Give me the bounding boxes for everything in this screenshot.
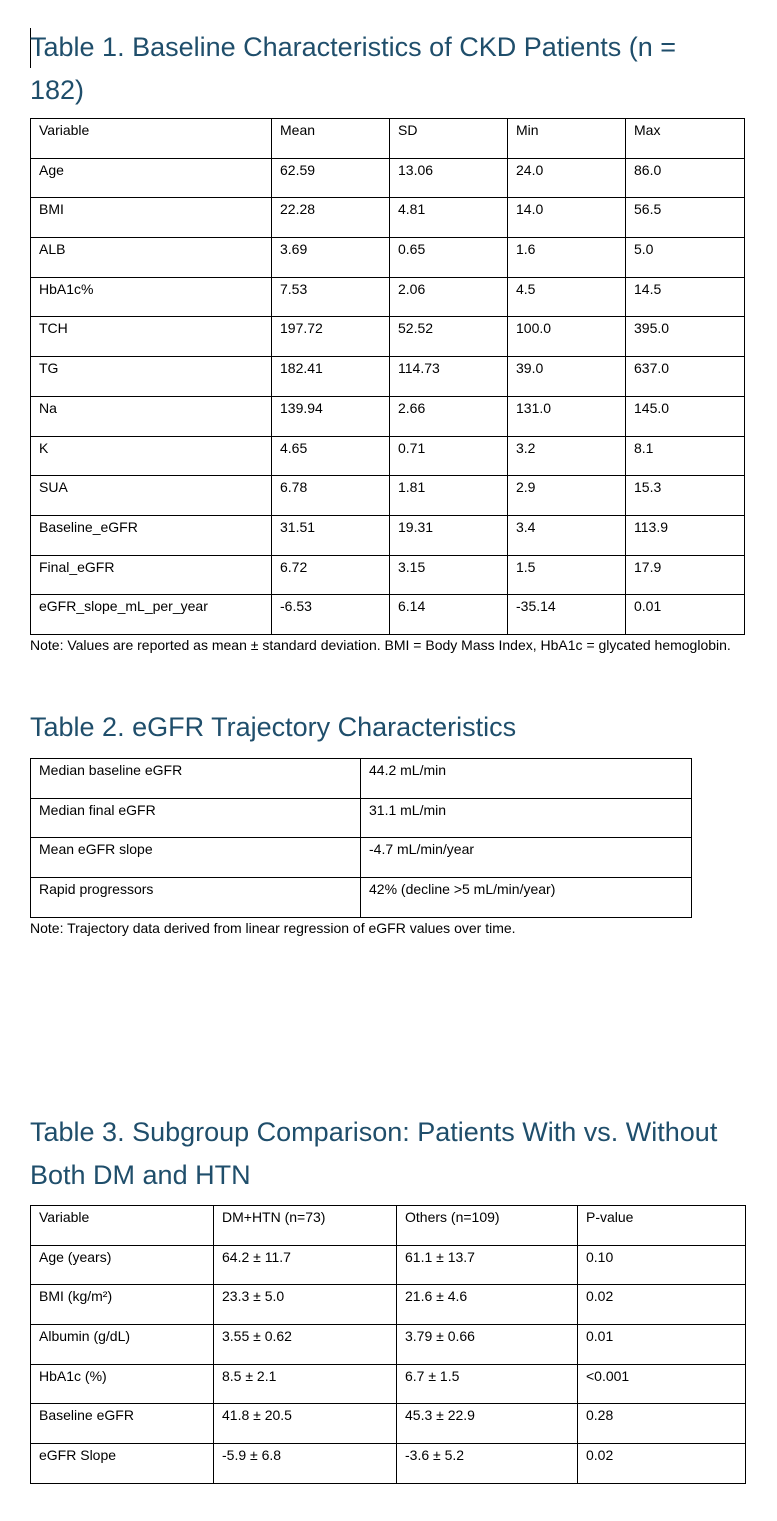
table-cell: 6.14	[390, 595, 508, 635]
table-cell: 395.0	[626, 317, 745, 357]
table-header-row	[31, 119, 745, 159]
table-row	[31, 277, 745, 317]
table2-egfr-trajectory	[30, 758, 692, 918]
table-cell: Mean	[272, 119, 390, 159]
table-cell: 114.73	[390, 357, 508, 397]
table-cell: 4.81	[390, 198, 508, 238]
table-cell: 0.10	[578, 1245, 746, 1285]
table-cell: 39.0	[508, 357, 626, 397]
table-row	[31, 436, 745, 476]
table-cell: HbA1c (%)	[31, 1364, 214, 1404]
table-cell: 0.71	[390, 436, 508, 476]
table-cell: 145.0	[626, 396, 745, 436]
table-cell: HbA1c%	[31, 277, 272, 317]
table-cell: TG	[31, 357, 272, 397]
table-cell: Variable	[31, 119, 272, 159]
table-cell: 31.51	[272, 515, 390, 555]
table-cell: 52.52	[390, 317, 508, 357]
table-cell: 14.5	[626, 277, 745, 317]
table1-note: Note: Values are reported as mean ± standard deviation. BMI = Body Mass Index, HbA1c = glycated hemoglobin.	[30, 637, 731, 653]
table-cell: 56.5	[626, 198, 745, 238]
table-cell: SD	[390, 119, 508, 159]
table-cell: Age (years)	[31, 1245, 214, 1285]
table-cell: 2.66	[390, 396, 508, 436]
table-cell: 0.28	[578, 1404, 746, 1444]
table-cell: BMI (kg/m²)	[31, 1285, 214, 1325]
table-cell: 0.02	[578, 1285, 746, 1325]
table-cell: eGFR Slope	[31, 1444, 214, 1484]
table-cell: 14.0	[508, 198, 626, 238]
table-cell: 4.5	[508, 277, 626, 317]
table-cell: TCH	[31, 317, 272, 357]
table-cell: -3.6 ± 5.2	[397, 1444, 578, 1484]
table-cell: Others (n=109)	[397, 1206, 578, 1246]
table-cell: 21.6 ± 4.6	[397, 1285, 578, 1325]
table-cell: eGFR_slope_mL_per_year	[31, 595, 272, 635]
table2-title: Table 2. eGFR Trajectory Characteristics	[30, 712, 517, 742]
table-cell: 113.9	[626, 515, 745, 555]
table-cell: 3.69	[272, 238, 390, 278]
table-cell: 24.0	[508, 158, 626, 198]
table-cell: 3.79 ± 0.66	[397, 1325, 578, 1365]
table-row	[31, 798, 692, 838]
table-row	[31, 357, 745, 397]
table-cell: K	[31, 436, 272, 476]
table-row	[31, 238, 745, 278]
table-row	[31, 396, 745, 436]
table-cell: 41.8 ± 20.5	[214, 1404, 397, 1444]
table-cell: Median baseline eGFR	[31, 759, 361, 799]
table-cell: 19.31	[390, 515, 508, 555]
table-cell: 62.59	[272, 158, 390, 198]
table1-title: Table 1. Baseline Characteristics of CKD Patients (n = 182)	[30, 32, 677, 105]
table-row	[31, 838, 692, 878]
table-row	[31, 555, 745, 595]
table-cell: -5.9 ± 6.8	[214, 1444, 397, 1484]
table-cell: 6.7 ± 1.5	[397, 1364, 578, 1404]
table-cell: 6.72	[272, 555, 390, 595]
table-cell: 3.4	[508, 515, 626, 555]
table-cell: 15.3	[626, 476, 745, 516]
table-cell: 131.0	[508, 396, 626, 436]
table-row	[31, 595, 745, 635]
table-row	[31, 878, 692, 918]
table1-baseline-characteristics	[30, 118, 745, 635]
table-row	[31, 158, 745, 198]
table-cell: 4.65	[272, 436, 390, 476]
table-row	[31, 317, 745, 357]
table-cell: BMI	[31, 198, 272, 238]
table-cell: SUA	[31, 476, 272, 516]
table-cell: P-value	[578, 1206, 746, 1246]
table-cell: 44.2 mL/min	[361, 759, 692, 799]
table-row	[31, 1364, 746, 1404]
table-row	[31, 1404, 746, 1444]
table-cell: Mean eGFR slope	[31, 838, 361, 878]
table-cell: 61.1 ± 13.7	[397, 1245, 578, 1285]
table-cell: 100.0	[508, 317, 626, 357]
table-cell: 17.9	[626, 555, 745, 595]
table-cell: 8.5 ± 2.1	[214, 1364, 397, 1404]
table-cell: 197.72	[272, 317, 390, 357]
table-row	[31, 759, 692, 799]
table-cell: 6.78	[272, 476, 390, 516]
table-cell: 3.2	[508, 436, 626, 476]
table-cell: 0.01	[626, 595, 745, 635]
table-cell: 1.6	[508, 238, 626, 278]
table-cell: Min	[508, 119, 626, 159]
table-cell: ALB	[31, 238, 272, 278]
table-cell: -6.53	[272, 595, 390, 635]
table-cell: 3.15	[390, 555, 508, 595]
table-cell: 31.1 mL/min	[361, 798, 692, 838]
table-cell: Albumin (g/dL)	[31, 1325, 214, 1365]
table-row	[31, 476, 745, 516]
table-cell: 139.94	[272, 396, 390, 436]
table-row	[31, 515, 745, 555]
table-cell: -4.7 mL/min/year	[361, 838, 692, 878]
table-cell: 182.41	[272, 357, 390, 397]
table-cell: 2.06	[390, 277, 508, 317]
table-cell: 0.02	[578, 1444, 746, 1484]
table2-note: Note: Trajectory data derived from linear regression of eGFR values over time.	[30, 920, 516, 936]
table-cell: 7.53	[272, 277, 390, 317]
table-cell: Baseline_eGFR	[31, 515, 272, 555]
table-cell: Final_eGFR	[31, 555, 272, 595]
table-cell: 8.1	[626, 436, 745, 476]
table-row	[31, 1245, 746, 1285]
table-cell: 64.2 ± 11.7	[214, 1245, 397, 1285]
table-row	[31, 1444, 746, 1484]
table-cell: 1.5	[508, 555, 626, 595]
table-cell: 0.65	[390, 238, 508, 278]
table-cell: DM+HTN (n=73)	[214, 1206, 397, 1246]
table-cell: 0.01	[578, 1325, 746, 1365]
table-cell: Rapid progressors	[31, 878, 361, 918]
table-cell: <0.001	[578, 1364, 746, 1404]
table-row	[31, 198, 745, 238]
table-cell: 637.0	[626, 357, 745, 397]
table3-subgroup-comparison	[30, 1205, 746, 1484]
table-cell: 23.3 ± 5.0	[214, 1285, 397, 1325]
table-cell: 2.9	[508, 476, 626, 516]
table-cell: -35.14	[508, 595, 626, 635]
table-cell: 13.06	[390, 158, 508, 198]
table-cell: Na	[31, 396, 272, 436]
table-row	[31, 1325, 746, 1365]
table-cell: 3.55 ± 0.62	[214, 1325, 397, 1365]
table-cell: Age	[31, 158, 272, 198]
table-row	[31, 1285, 746, 1325]
table-cell: 22.28	[272, 198, 390, 238]
table-cell: 42% (decline >5 mL/min/year)	[361, 878, 692, 918]
table-cell: Baseline eGFR	[31, 1404, 214, 1444]
table-cell: Variable	[31, 1206, 214, 1246]
table-cell: 1.81	[390, 476, 508, 516]
table-cell: 86.0	[626, 158, 745, 198]
table3-title: Table 3. Subgroup Comparison: Patients With vs. Without Both DM and HTN	[30, 1117, 718, 1190]
table-cell: Max	[626, 119, 745, 159]
table-header-row	[31, 1206, 746, 1246]
table-cell: 5.0	[626, 238, 745, 278]
table-cell: Median final eGFR	[31, 798, 361, 838]
table-cell: 45.3 ± 22.9	[397, 1404, 578, 1444]
